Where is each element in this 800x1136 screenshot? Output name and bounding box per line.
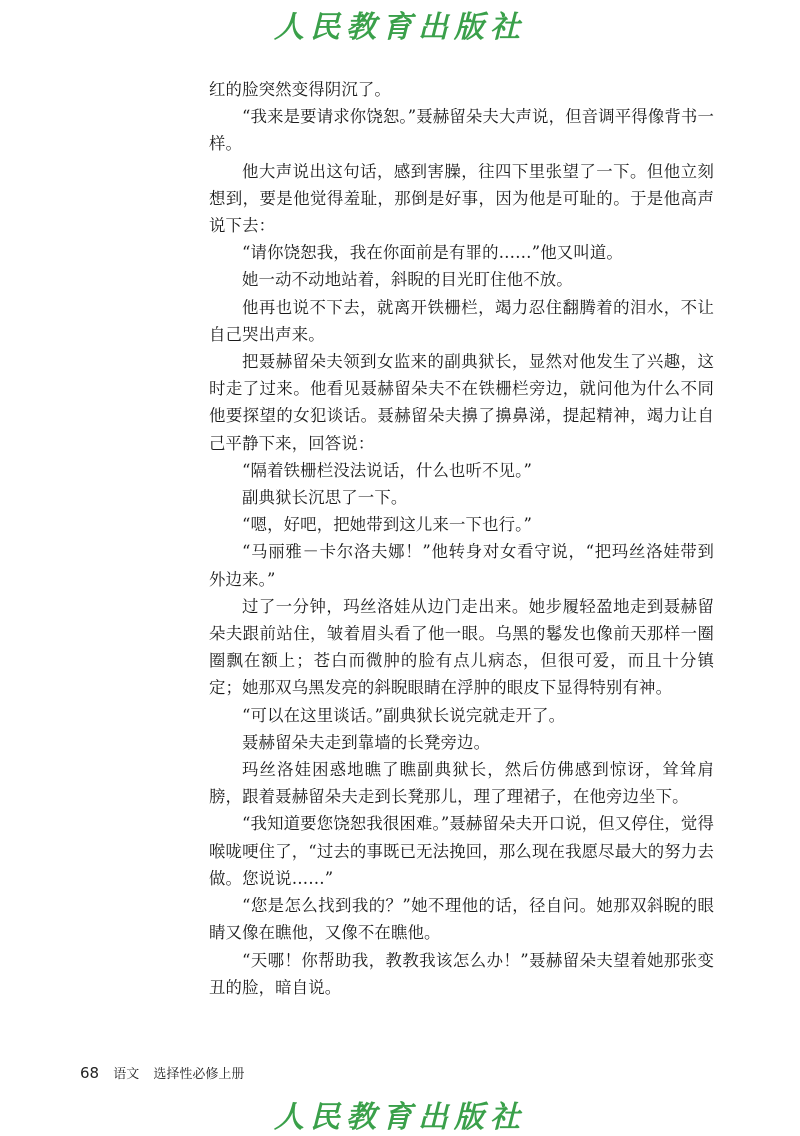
paragraph: “我来是要请求你饶恕。”聂赫留朵夫大声说，但音调平得像背书一样。 xyxy=(209,107,714,154)
paragraph: 聂赫留朵夫走到靠墙的长凳旁边。 xyxy=(242,732,491,752)
paragraph: 把聂赫留朵夫领到女监来的副典狱长，显然对他发生了兴趣，这时走了过来。他看见聂赫留朵夫不在铁栅栏旁边，就问他为什么不同他要探望的女犯谈话。聂赫留朵夫擤了擤鼻涕，提起精神，竭力让自己平静下来，回答说： xyxy=(209,352,714,453)
publisher-logo-footer: 人民教育出版社 xyxy=(274,1100,526,1135)
footer-subject: 语文 xyxy=(113,1067,140,1082)
paragraph: “马丽雅－卡尔洛夫娜！”他转身对女看守说，“把玛丝洛娃带到外边来。” xyxy=(209,542,714,589)
paragraph: 红的脸突然变得阴沉了。 xyxy=(209,80,391,99)
paragraph: 他再也说不下去，就离开铁栅栏，竭力忍住翻腾着的泪水，不让自己哭出声来。 xyxy=(209,297,714,344)
paragraph: 玛丝洛娃困惑地瞧了瞧副典狱长，然后仿佛感到惊讶，耸耸肩膀，跟着聂赫留朵夫走到长凳那儿，理了理裙子，在他旁边坐下。 xyxy=(209,760,714,807)
paragraph: 她一动不动地站着，斜睨的目光盯住他不放。 xyxy=(242,270,573,290)
paragraph: “可以在这里谈话。”副典狱长说完就走开了。 xyxy=(242,705,566,725)
page-body-text xyxy=(209,76,714,1001)
paragraph: “您是怎么找到我的？”她不理他的话，径自问。她那双斜睨的眼睛又像在瞧他，又像不在瞧他。 xyxy=(209,896,714,943)
paragraph: “隔着铁栅栏没法说话，什么也听不见。” xyxy=(242,460,533,480)
paragraph: 副典狱长沉思了一下。 xyxy=(242,488,408,508)
publisher-logo-header: 人民教育出版社 xyxy=(274,10,526,45)
paragraph: 他大声说出这句话，感到害臊，往四下里张望了一下。但他立刻想到，要是他觉得羞耻，那倒是好事，因为他是可耻的。于是他高声说下去： xyxy=(209,161,714,236)
paragraph: “我知道要您饶恕我很困难。”聂赫留朵夫开口说，但又停住，觉得喉咙哽住了，“过去的事既已无法挽回，那么现在我愿尽最大的努力去做。您说说……” xyxy=(209,814,714,888)
paragraph: “请你饶恕我，我在你面前是有罪的……”他又叫道。 xyxy=(242,243,623,263)
page-number: 68 xyxy=(80,1064,100,1082)
paragraph: “天哪！你帮助我，教教我该怎么办！”聂赫留朵夫望着她那张变丑的脸，暗自说。 xyxy=(209,950,714,997)
paragraph: 过了一分钟，玛丝洛娃从边门走出来。她步履轻盈地走到聂赫留朵夫跟前站住，皱着眉头看了他一眼。乌黑的鬈发也像前天那样一圈圈飘在额上；苍白而微肿的脸有点儿病态，但很可爱，而且十分镇定；她那双乌黑发亮的斜睨眼睛在浮肿的眼皮下显得特别有神。 xyxy=(209,596,714,698)
footer-book-title: 选择性必修上册 xyxy=(153,1067,245,1082)
page-footer xyxy=(80,1063,244,1082)
paragraph: “嗯，好吧，把她带到这儿来一下也行。” xyxy=(242,515,533,535)
